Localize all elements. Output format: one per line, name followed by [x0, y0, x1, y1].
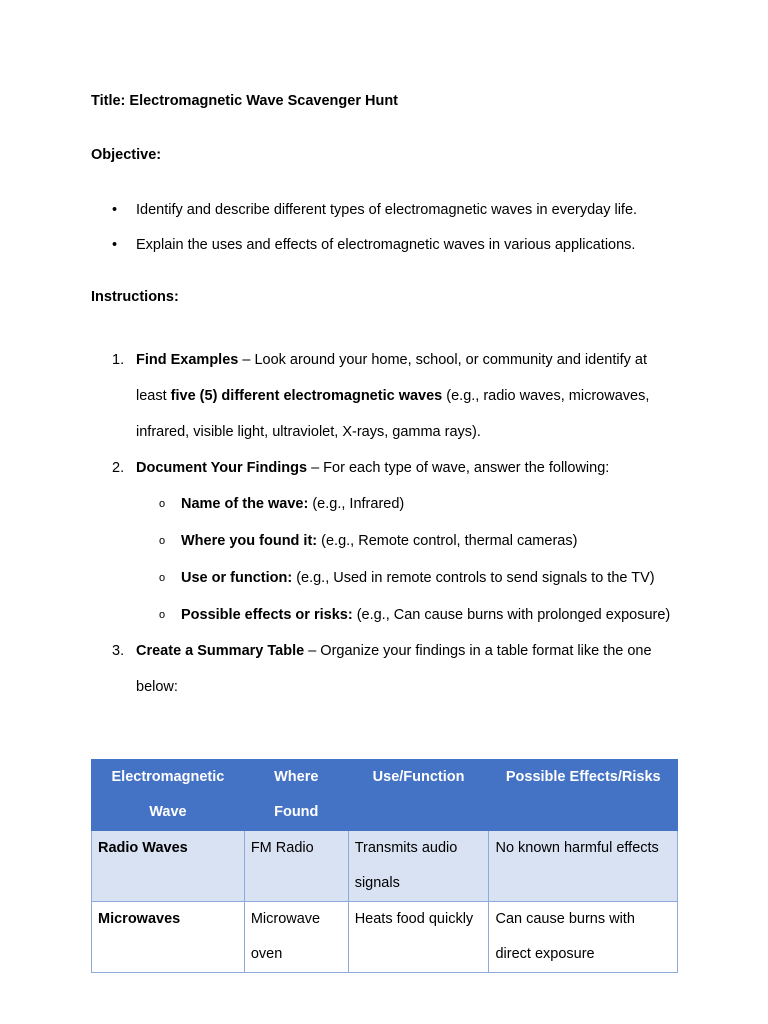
summary-table	[91, 759, 678, 973]
finding-item	[136, 560, 681, 597]
column-header-wave: Electromagnetic Wave	[92, 760, 245, 831]
table-row	[92, 831, 678, 902]
step-title: Create a Summary Table	[136, 643, 305, 659]
finding-text: (e.g., Can cause burns with prolonged exposure)	[352, 607, 671, 623]
sub-bullet-marker: o	[159, 609, 166, 621]
findings-list	[136, 486, 681, 633]
objective-heading: Objective:	[91, 147, 162, 163]
finding-item	[136, 523, 681, 560]
instruction-step	[91, 450, 681, 633]
instructions-list	[91, 342, 681, 705]
finding-label: Name of the wave:	[181, 496, 309, 512]
objective-list	[91, 200, 637, 270]
sub-bullet-marker: o	[159, 535, 166, 547]
finding-item	[136, 486, 681, 523]
column-header-effects: Possible Effects/Risks	[489, 760, 678, 831]
step-number: 1.	[112, 352, 125, 368]
table-cell: Microwave oven	[244, 902, 348, 973]
sub-bullet-marker: o	[159, 498, 166, 510]
table-header-row	[92, 760, 678, 831]
finding-text: (e.g., Used in remote controls to send signals to the TV)	[292, 570, 655, 586]
table-row	[92, 902, 678, 973]
table-cell: Transmits audio signals	[348, 831, 489, 902]
column-header-use: Use/Function	[348, 760, 489, 831]
table-cell: No known harmful effects	[489, 831, 678, 902]
step-title: Find Examples	[136, 352, 239, 368]
table-cell: Can cause burns with direct exposure	[489, 902, 678, 973]
step-title: Document Your Findings	[136, 460, 308, 476]
step-number: 3.	[112, 643, 125, 659]
instructions-heading: Instructions:	[91, 289, 179, 305]
step-text: – For each type of wave, answer the following:	[307, 460, 610, 476]
document-title: Title: Electromagnetic Wave Scavenger Hunt	[91, 93, 399, 109]
table-cell: FM Radio	[244, 831, 348, 902]
step-emphasis: five (5) different electromagnetic waves	[170, 388, 443, 404]
finding-text: (e.g., Infrared)	[308, 496, 405, 512]
table-cell: Microwaves	[92, 902, 245, 973]
step-text: – Look around your home, school, or community and identify at least	[136, 352, 647, 404]
finding-label: Possible effects or risks:	[181, 607, 353, 623]
table-cell: Heats food quickly	[348, 902, 489, 973]
finding-item	[136, 597, 681, 633]
objective-item: • Explain the uses and effects of electromagnetic waves in various applications.	[91, 235, 637, 270]
finding-label: Use or function:	[181, 570, 293, 586]
step-number: 2.	[112, 460, 125, 476]
instruction-step	[91, 633, 681, 705]
instruction-step	[91, 342, 681, 450]
sub-bullet-marker: o	[159, 572, 166, 584]
finding-text: (e.g., Remote control, thermal cameras)	[317, 533, 578, 549]
step-text: – Organize your findings in a table format like the one below:	[136, 643, 652, 695]
finding-label: Where you found it:	[181, 533, 318, 549]
step-text: (e.g., radio waves, microwaves, infrared, visible light, ultraviolet, X-rays, gamma rays).	[136, 388, 650, 440]
objective-item: • Identify and describe different types of electromagnetic waves in everyday life.	[91, 200, 637, 235]
table-cell: Radio Waves	[92, 831, 245, 902]
column-header-where: Where Found	[244, 760, 348, 831]
